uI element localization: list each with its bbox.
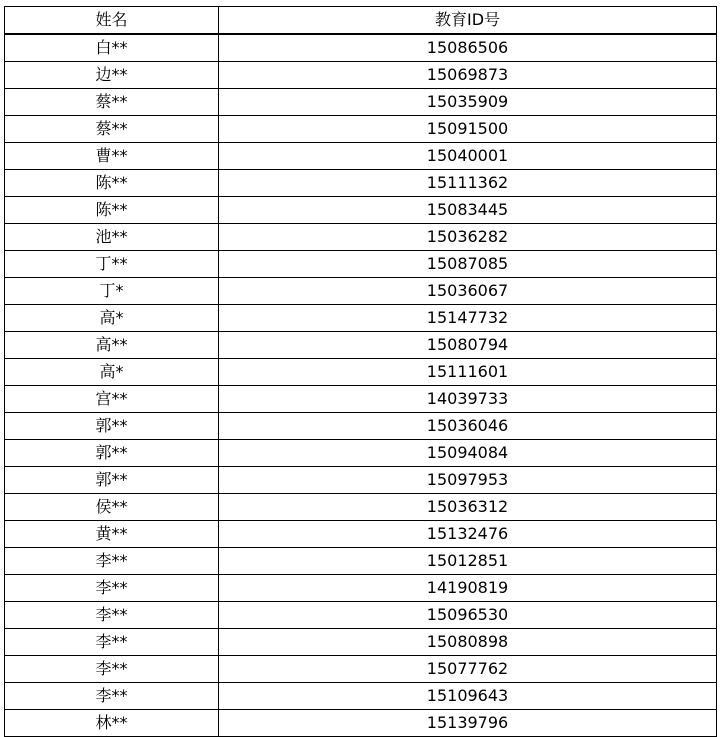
table-row <box>5 386 717 413</box>
education-id-cell: 15094084 <box>219 440 717 467</box>
education-id-cell: 15080898 <box>219 629 717 656</box>
table-row <box>5 629 717 656</box>
name-cell: 池** <box>5 224 219 251</box>
education-id-cell: 15083445 <box>219 197 717 224</box>
table-row <box>5 413 717 440</box>
education-id-cell: 15036046 <box>219 413 717 440</box>
name-cell: 曹** <box>5 143 219 170</box>
education-id-cell: 15036312 <box>219 494 717 521</box>
education-id-cell: 15132476 <box>219 521 717 548</box>
education-id-cell: 15036282 <box>219 224 717 251</box>
name-cell: 李** <box>5 629 219 656</box>
table-row <box>5 62 717 89</box>
name-cell: 蔡** <box>5 116 219 143</box>
education-id-cell: 15096530 <box>219 602 717 629</box>
name-cell: 高* <box>5 359 219 386</box>
name-cell: 李** <box>5 656 219 683</box>
education-id-cell: 15111601 <box>219 359 717 386</box>
name-cell: 李** <box>5 602 219 629</box>
name-cell: 郭** <box>5 440 219 467</box>
education-id-cell: 15086506 <box>219 34 717 62</box>
education-id-cell: 15087085 <box>219 251 717 278</box>
education-id-cell: 15111362 <box>219 170 717 197</box>
name-cell: 郭** <box>5 413 219 440</box>
table-row <box>5 251 717 278</box>
education-id-cell: 15139796 <box>219 710 717 737</box>
name-cell: 李** <box>5 575 219 602</box>
table-row <box>5 34 717 62</box>
table-row <box>5 494 717 521</box>
table-row <box>5 683 717 710</box>
education-id-cell: 15091500 <box>219 116 717 143</box>
name-cell: 边** <box>5 62 219 89</box>
education-id-cell: 15069873 <box>219 62 717 89</box>
name-cell: 宫** <box>5 386 219 413</box>
name-cell: 丁* <box>5 278 219 305</box>
table-body <box>5 34 717 737</box>
name-cell: 郭** <box>5 467 219 494</box>
name-cell: 白** <box>5 34 219 62</box>
name-cell: 丁** <box>5 251 219 278</box>
education-id-cell: 15097953 <box>219 467 717 494</box>
education-id-cell: 15036067 <box>219 278 717 305</box>
table-row <box>5 143 717 170</box>
table-row <box>5 656 717 683</box>
education-id-cell: 14039733 <box>219 386 717 413</box>
column-header-education-id: 教育ID号 <box>219 7 717 35</box>
education-id-cell: 15077762 <box>219 656 717 683</box>
table-row <box>5 197 717 224</box>
name-cell: 陈** <box>5 170 219 197</box>
name-cell: 高** <box>5 332 219 359</box>
table-row <box>5 305 717 332</box>
name-cell: 陈** <box>5 197 219 224</box>
header-row <box>5 7 717 35</box>
table-row <box>5 332 717 359</box>
name-cell: 蔡** <box>5 89 219 116</box>
table-row <box>5 467 717 494</box>
education-id-cell: 14190819 <box>219 575 717 602</box>
table-row <box>5 521 717 548</box>
table-row <box>5 170 717 197</box>
table-row <box>5 89 717 116</box>
education-id-cell: 15035909 <box>219 89 717 116</box>
table-row <box>5 575 717 602</box>
table-row <box>5 278 717 305</box>
education-id-cell: 15147732 <box>219 305 717 332</box>
name-cell: 林** <box>5 710 219 737</box>
name-cell: 李** <box>5 683 219 710</box>
table-row <box>5 710 717 737</box>
table-row <box>5 116 717 143</box>
table-row <box>5 359 717 386</box>
table-row <box>5 224 717 251</box>
name-cell: 侯** <box>5 494 219 521</box>
education-id-cell: 15109643 <box>219 683 717 710</box>
education-id-cell: 15080794 <box>219 332 717 359</box>
table-row <box>5 440 717 467</box>
column-header-name: 姓名 <box>5 7 219 35</box>
table-row <box>5 602 717 629</box>
table-row <box>5 548 717 575</box>
name-cell: 黄** <box>5 521 219 548</box>
education-id-cell: 15040001 <box>219 143 717 170</box>
student-id-table <box>4 6 717 737</box>
education-id-cell: 15012851 <box>219 548 717 575</box>
name-cell: 高* <box>5 305 219 332</box>
table-header <box>5 7 717 35</box>
name-cell: 李** <box>5 548 219 575</box>
